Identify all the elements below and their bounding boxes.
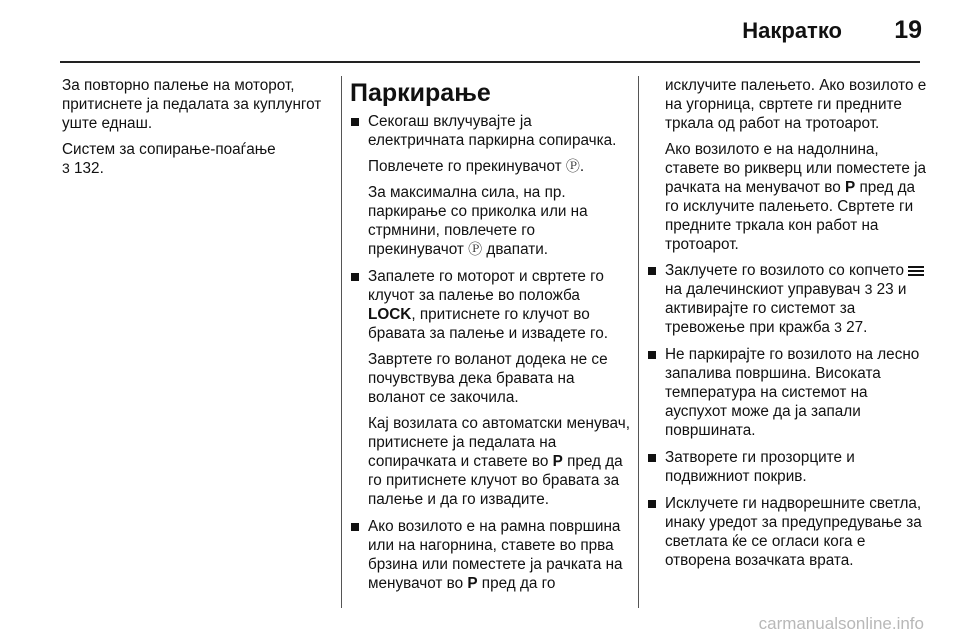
bullet-square-icon [351,118,359,126]
bullet-square-icon [648,500,656,508]
column-3 [647,76,927,578]
bullet-square-icon [648,351,656,359]
bullet-text: Запалете го моторот и свртете го клучот за палење во положба LOCK, притиснете го клучот во бравата за палење и извадете го. [368,268,609,342]
bullet-text: Заклучете го возилото со копчето на далечинскиот управувач 3 23 и активирајте го системот за тревожење при кражба 3 27. [665,261,927,337]
page-ref-arrow: 3 [864,281,873,297]
paragraph-downhill: Ако возилото е на надолнина, ставете во рикверц или поместете ја рачката на менувачот во P пред да го исклучите палењето. Свртете ги предните тркала кон работ на тротоарот. [665,141,927,253]
paragraph-uphill: исклучите палењето. Ако возилото е на угорница, свртете ги предните тркала од работ на тротоарот. [665,77,927,132]
bullet-square-icon [351,273,359,281]
parking-brake-icon: Ⓟ [468,241,483,257]
bullet-text: Ако возилото е на рамна површина или на нагорнина, ставете во прва брзина или поместете ја рачката на менувачот во P пред да го [368,518,623,592]
stop-start-system-label: Систем за сопирање-поаѓање [62,141,276,158]
bullet-text: Секогаш вклучувајте ја електричната паркирна сопирачка. [368,113,617,149]
column-1 [62,76,334,185]
bullet-text: За максимална сила, на пр. паркирање со приколка или на стрмнини, повлечете го прекинувачот Ⓟ двапати. [368,184,588,258]
page-header [0,0,960,58]
list-item-lock-vehicle [647,261,927,337]
page-ref-arrow: 3 [62,160,70,176]
bullet-square-icon [351,523,359,531]
chapter-title: Накратко [742,18,842,43]
column-2 [350,76,630,601]
bullet-text: Затворете ги прозорците и подвижниот покрив. [665,449,855,485]
list-item-incline [350,517,630,593]
bullet-text: Повлечете го прекинувачот Ⓟ. [368,158,585,175]
paragraph-restart: За повторно палење на моторот, притиснете ја педалата за куплунгот уште еднаш. [62,77,322,132]
column-divider-2 [638,76,639,608]
parking-brake-icon: Ⓟ [565,158,580,174]
lock-button-icon [908,265,924,276]
page-number: 19 [894,16,922,44]
list-item-ignition-lock [350,267,630,509]
header-rule [60,61,920,63]
bullet-text: Не паркирајте го возилото на лесно запалива површина. Високата температура на системот на ауспухот може да ја запали површината. [665,346,920,439]
column-divider-1 [341,76,342,608]
watermark: carmanualsonline.info [758,614,924,633]
list-item-close-windows [647,448,927,486]
list-item-flammable-surface [647,345,927,440]
page-ref: 132. [69,160,104,177]
page-ref-arrow: 3 [834,319,842,335]
bullet-text: Кај возилата со автоматски менувач, притиснете ја педалата на сопирачката и ставете во P пред да го притиснете клучот во бравата за палење и да го извадите. [368,415,630,508]
bullet-text: Исклучете ги надворешните светла, инаку уредот за предупредување за светлата ќе се огласи кога е отворена возачката врата. [665,495,922,569]
bullet-square-icon [648,267,656,275]
list-item-exterior-lights [647,494,927,570]
bullet-square-icon [648,454,656,462]
section-title-parking: Паркирање [350,79,491,107]
bullet-text: Завртете го воланот додека не се почувствува дека бравата на воланот се закочила. [368,351,608,406]
paragraph-stop-start-ref [62,140,334,178]
list-item-parking-brake [350,112,630,259]
